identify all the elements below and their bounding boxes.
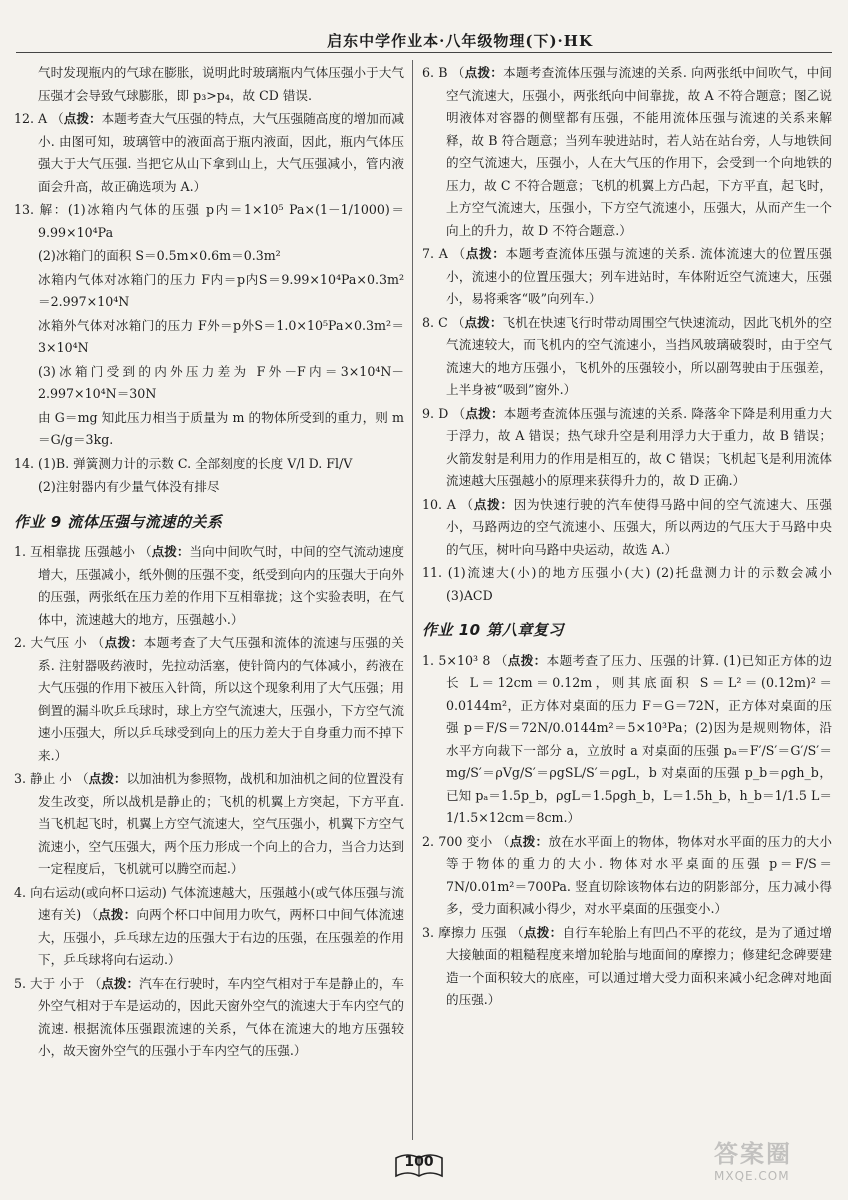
hw9-answer-7: 7. A （点拨：本题考查流体压强与流速的关系. 流体流速大的位置压强小，流速小的位置压强大；列车进站时，车体附近空气流速大，压强小，易将乘客“吸”向列车.） xyxy=(422,246,832,306)
answer-13-line2: (2)冰箱门的面积 S＝0.5m×0.6m＝0.3m² xyxy=(38,248,281,263)
hw9-answer-9: 9. D （点拨：本题考查流体压强与流速的关系. 降落伞下降是利用重力大于浮力，故 A 错误；热气球升空是利用浮力大于重力，故 B 错误；火箭发射是利用力的作用是相互的，故 C 错误；飞机起飞是利用流体流速越大压强越小的原理来获得升力的，故 D 正确.） xyxy=(422,405,832,488)
hint-marker: 点拨： xyxy=(473,496,514,512)
hw10-answer-3: 3. 摩擦力 压强 （点拨：自行车轮胎上有凹凸不平的花纹，是为了通过增大接触面的粗糙程度来增加轮胎与地面间的摩擦力；修建纪念碑要建造一个面积较大的底座，可以通过增大受力面积来减小纪念碑对地面的压强.） xyxy=(422,924,832,1007)
page-header xyxy=(0,0,848,54)
answer-14-line1: 14. (1)B. 弹簧测力计的示数 C. 全部刻度的长度 V/l D. Fl/V xyxy=(14,455,353,471)
answer-12: 12. A （点拨：本题考查大气压强的特点，大气压强随高度的增加而减小. 由图可知，玻璃管中的液面高于瓶内液面，因此，瓶内气体压强大于大气压强. 当把它从山下拿到山上，大气压强减小，管内液面会升高，故正确选项为 A.） xyxy=(14,111,404,194)
answer-13-line1: 13. 解：(1)冰箱内气体的压强 p内＝1×10⁵ Pa×(1－1/1000)＝9.99×10⁴Pa xyxy=(14,202,404,240)
hint-marker: 点拨： xyxy=(509,833,549,849)
answer-14-line2: (2)注射器内有少量气体没有排尽 xyxy=(38,479,220,494)
header-rule xyxy=(16,52,832,53)
hw9-answer-2: 2. 大气压 小 （点拨：本题考查了大气压强和流体的流速与压强的关系. 注射器吸药液时，先拉动活塞，使针筒内的气体减小，药液在大气压强的作用下被压入针筒，所以这个现象利用了大气压强；用倒置的漏斗吹乒乓球时，球上方空气流速大，压强小，下方空气流速小压强大，所以乒乓球受到向上的压力差大于自身重力而不掉下来.） xyxy=(14,635,404,763)
watermark-logo xyxy=(714,1134,834,1188)
hw9-answer-8: 8. C （点拨：飞机在快速飞行时带动周围空气快速流动，因此飞机外的空气流速较大，而飞机内的空气流速小，当挡风玻璃破裂时，由于空气流速大的地方压强小，飞机外的压强较小，所以副驾驶由于压强差，上半身被“吸到”窗外.） xyxy=(422,314,832,397)
hw9-answer-3: 3. 静止 小 （点拨：以加油机为参照物，战机和加油机之间的位置没有发生改变，所以战机是静止的；飞机的机翼上方突起，下方平直. 当飞机起飞时，机翼上方空气流速大，空气压强小，机翼下方空气流速小，空气压强大，两个压力形成一个向上的合力，当合力达到一定程度后，飞机就可以腾空而起.） xyxy=(14,771,404,876)
left-column xyxy=(14,62,404,1140)
section-heading-9: 作业 9 流体压强与流速的关系 xyxy=(14,512,223,531)
hint-marker: 点拨： xyxy=(151,544,190,559)
hint-marker: 点拨： xyxy=(464,314,503,330)
hw9-answer-10: 10. A （点拨：因为快速行驶的汽车使得马路中间的空气流速大、压强小，马路两边的空气流速小、压强大，所以两边的气压大于马路中央的气压，树叶向马路中央运动，故选 A.） xyxy=(422,496,832,557)
section-heading-10: 作业 10 第八章复习 xyxy=(422,621,564,639)
watermark-url: MXQE.COM xyxy=(714,1169,790,1183)
hint-marker: 点拨： xyxy=(507,652,547,668)
page-number-badge xyxy=(390,1148,450,1184)
hw9-answer-5: 5. 大于 小于 （点拨：汽车在行驶时，车内空气相对于车是静止的，车外空气相对于车是运动的，因此天窗外空气的流速大于车内空气的流速. 根据流体压强跟流速的关系，气体在流速大的地方压强较小，故天窗外空气的压强小于车内空气的压强.） xyxy=(14,975,404,1058)
answer-13-line6: 由 G＝mg 知此压力相当于质量为 m 的物体所受到的重力，则 m＝G/g＝3kg. xyxy=(38,409,404,447)
hint-marker: 点拨： xyxy=(101,975,140,991)
hint-marker: 点拨： xyxy=(104,635,144,650)
answer-13-line3: 冰箱内气体对冰箱门的压力 F内＝p内S＝9.99×10⁴Pa×0.3m²＝2.997×10⁴N xyxy=(38,271,404,309)
hw9-answer-11: 11. (1)流速大(小)的地方压强小(大) (2)托盘测力计的示数会减小 (3)ACD xyxy=(422,565,832,603)
hint-marker: 点拨： xyxy=(88,771,127,786)
right-column xyxy=(422,62,832,1140)
hint-marker: 点拨： xyxy=(63,111,102,126)
answer-paragraph: 气时发现瓶内的气球在膨胀，说明此时玻璃瓶内气体压强小于大气压强才会导致气球膨胀，即 p₃>p₄，故 CD 错误. xyxy=(38,65,404,103)
hint-marker: 点拨： xyxy=(465,405,504,421)
hint-marker: 点拨： xyxy=(465,246,506,261)
hw10-answer-1: 1. 5×10³ 8 （点拨：本题考查了压力、压强的计算. (1)已知正方体的边长 L＝12cm＝0.12m，则其底面积 S＝L²＝(0.12m)²＝0.0144m²，正方体对桌面的压力 F＝G＝72N，正方体对桌面的压强 p＝F/S＝72N/0.0144m²＝5×10³Pa；(2)因为是规则物体，沿水平方向裁下一部分 a，立放时 a 对桌面的压强 pₐ＝F′/S′＝G′/S′＝mg/S′＝ρVg/S′＝ρgSL/S′＝ρgL，b 对桌面的压强 p_b＝ρgh_b，已知 pₐ＝1.5p_b，ρgL＝1.5ρgh_b，L＝1.5h_b，h_b＝1/1.5 L＝1/1.5×12cm＝8cm.） xyxy=(422,652,832,825)
hw9-answer-6: 6. B （点拨：本题考查流体压强与流速的关系. 向两张纸中间吹气，中间空气流速大，压强小，两张纸向中间靠拢，故 A 不符合题意；图乙说明液体对容器的侧壁都有压强，不能用流体压强与流速的关系来解释，故 B 符合题意；当列车驶进站时，若人站在站台旁，人与地铁间的空气流速大，压强小，人在大气压的作用下，会受到一个向地铁的压力，故 C 不符合题意；飞机的机翼上方凸起，下方平直，起飞时，上方空气流速大，压强小，下方空气流速小，压强大，从而产生一个向上的升力，故 D 不符合题意.） xyxy=(422,65,832,238)
hint-marker: 点拨： xyxy=(464,65,504,80)
answer-13-line4: 冰箱外气体对冰箱门的压力 F外＝p外S＝1.0×10⁵Pa×0.3m²＝3×10⁴N xyxy=(38,317,404,355)
hw9-answer-1: 1. 互相靠拢 压强越小 （点拨：当向中间吹气时，中间的空气流动速度增大，压强减小，纸外侧的压强不变，纸受到向内的压强大于向外的压强，两张纸在压力差的作用下互相靠拢；这个实验表明，在气体中，流速越大的地方，压强越小.） xyxy=(14,544,404,627)
hint-marker: 点拨： xyxy=(523,924,563,940)
watermark-text: 答案圈 xyxy=(714,1140,792,1168)
hint-marker: 点拨： xyxy=(98,907,137,922)
hw10-answer-2: 2. 700 变小 （点拨：放在水平面上的物体，物体对水平面的压力的大小等于物体的重力的大小. 物体对水平桌面的压强 p＝F/S＝7N/0.01m²＝700Pa. 竖直切除该物体右边的阴影部分，压力减小得多，受力面积减小得少，对水平桌面的压强变小.） xyxy=(422,833,832,916)
page-number: 100 xyxy=(404,1154,434,1170)
header-title: 启东中学作业本·八年级物理(下)·HK xyxy=(327,32,593,50)
hw9-answer-4: 4. 向右运动(或向杯口运动) 气体流速越大，压强越小(或气体压强与流速有关) （点拨：向两个杯口中间用力吹气，两杯口中间气体流速大，压强小，乒乓球左边的压强大于右边的压强，在压强差的作用下，乒乓球将向右运动.） xyxy=(14,884,404,967)
answer-13-line5: (3)冰箱门受到的内外压力差为 F外－F内＝3×10⁴N－2.997×10⁴N＝30N xyxy=(38,363,404,401)
column-divider xyxy=(412,60,413,1140)
